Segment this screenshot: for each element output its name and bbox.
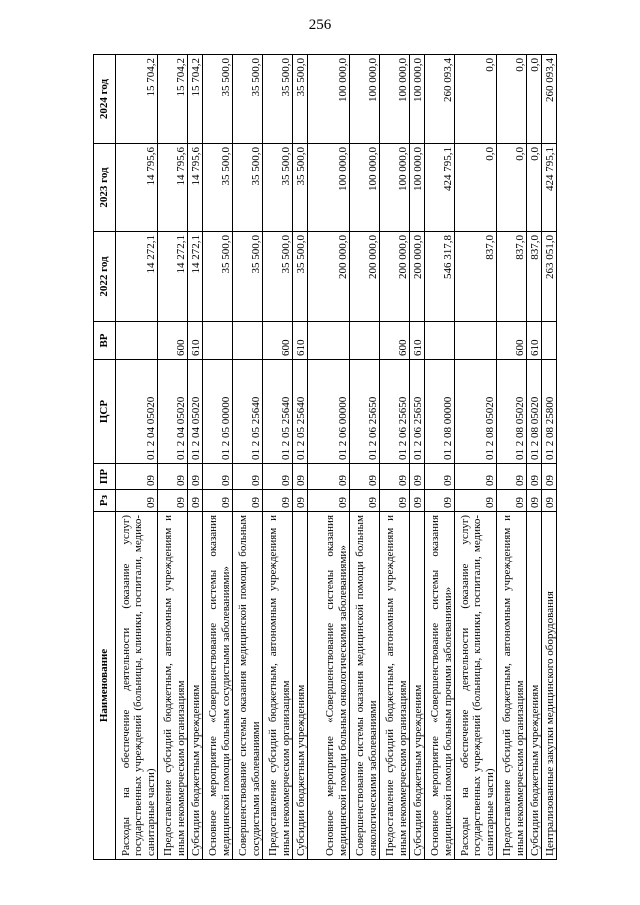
table-row bbox=[455, 55, 497, 860]
row-rz: 09 bbox=[308, 490, 350, 512]
row-rz: 09 bbox=[542, 490, 557, 512]
header-2024: 2024 год bbox=[94, 55, 116, 144]
row-csr: 01 2 05 25640 bbox=[233, 360, 263, 464]
row-name: Расходы на обеспечение деятельности (оказание услуг) государственных учреждений (больницы, клиники, госпитали, медико-санитарные части) bbox=[455, 512, 497, 860]
row-2022: 837,0 bbox=[497, 232, 527, 322]
row-2022: 546 317,8 bbox=[425, 232, 455, 322]
row-vr bbox=[203, 322, 233, 360]
row-name: Предоставление субсидий бюджетным, автономным учреждениям и иным некоммерческим организациям bbox=[158, 512, 188, 860]
row-2023: 100 000,0 bbox=[410, 144, 425, 232]
row-name: Предоставление субсидий бюджетным, автономным учреждениям и иным некоммерческим организациям bbox=[497, 512, 527, 860]
row-2022: 837,0 bbox=[455, 232, 497, 322]
table-row bbox=[203, 55, 233, 860]
row-2023: 35 500,0 bbox=[293, 144, 308, 232]
row-2024: 100 000,0 bbox=[410, 55, 425, 144]
row-name: Основное мероприятие «Совершенствование системы оказания медицинской помощи больным прочими заболеваниями» bbox=[425, 512, 455, 860]
row-name: Предоставление субсидий бюджетным, автономным учреждениям и иным некоммерческим организациям bbox=[263, 512, 293, 860]
row-name: Расходы на обеспечение деятельности (оказание услуг) государственных учреждений (больницы, клиники, госпитали, медико-санитарные части) bbox=[116, 512, 158, 860]
row-vr bbox=[233, 322, 263, 360]
header-2022: 2022 год bbox=[94, 232, 116, 322]
row-rz: 09 bbox=[350, 490, 380, 512]
row-csr: 01 2 04 05020 bbox=[188, 360, 203, 464]
row-pr: 09 bbox=[497, 464, 527, 490]
row-csr: 01 2 06 25650 bbox=[350, 360, 380, 464]
row-2022: 14 272,1 bbox=[188, 232, 203, 322]
row-csr: 01 2 08 05020 bbox=[527, 360, 542, 464]
row-name: Основное мероприятие «Совершенствование системы оказания медицинской помощи больным онкологическими заболеваниями» bbox=[308, 512, 350, 860]
row-2023: 35 500,0 bbox=[263, 144, 293, 232]
row-csr: 01 2 06 00000 bbox=[308, 360, 350, 464]
row-rz: 09 bbox=[158, 490, 188, 512]
page-number: 256 bbox=[308, 17, 332, 33]
row-vr bbox=[425, 322, 455, 360]
row-2024: 35 500,0 bbox=[293, 55, 308, 144]
row-pr: 09 bbox=[116, 464, 158, 490]
row-vr bbox=[350, 322, 380, 360]
row-vr: 610 bbox=[410, 322, 425, 360]
row-2022: 35 500,0 bbox=[263, 232, 293, 322]
row-pr: 09 bbox=[350, 464, 380, 490]
row-vr: 600 bbox=[158, 322, 188, 360]
row-2023: 100 000,0 bbox=[308, 144, 350, 232]
row-2022: 837,0 bbox=[527, 232, 542, 322]
row-name: Субсидии бюджетным учреждениям bbox=[527, 512, 542, 860]
row-2024: 35 500,0 bbox=[233, 55, 263, 144]
header-pr: ПР bbox=[94, 464, 116, 490]
rotated-table-frame bbox=[93, 55, 556, 860]
table-row bbox=[542, 55, 557, 860]
row-2023: 35 500,0 bbox=[233, 144, 263, 232]
budget-table bbox=[93, 54, 557, 860]
row-vr bbox=[455, 322, 497, 360]
row-2022: 200 000,0 bbox=[410, 232, 425, 322]
row-2023: 0,0 bbox=[497, 144, 527, 232]
row-2023: 35 500,0 bbox=[203, 144, 233, 232]
row-2023: 424 795,1 bbox=[542, 144, 557, 232]
row-vr bbox=[116, 322, 158, 360]
row-2024: 15 704,2 bbox=[116, 55, 158, 144]
row-rz: 09 bbox=[263, 490, 293, 512]
row-pr: 09 bbox=[542, 464, 557, 490]
row-pr: 09 bbox=[158, 464, 188, 490]
row-2024: 15 704,2 bbox=[158, 55, 188, 144]
table-row bbox=[425, 55, 455, 860]
row-csr: 01 2 04 05020 bbox=[116, 360, 158, 464]
header-rz: Рз bbox=[94, 490, 116, 512]
row-pr: 09 bbox=[293, 464, 308, 490]
row-2023: 14 795,6 bbox=[158, 144, 188, 232]
row-name: Предоставление субсидий бюджетным, автономным учреждениям и иным некоммерческим организациям bbox=[380, 512, 410, 860]
table-row bbox=[233, 55, 263, 860]
row-rz: 09 bbox=[425, 490, 455, 512]
table-row bbox=[116, 55, 158, 860]
row-vr bbox=[542, 322, 557, 360]
row-2024: 100 000,0 bbox=[350, 55, 380, 144]
row-csr: 01 2 06 25650 bbox=[380, 360, 410, 464]
row-csr: 01 2 08 05020 bbox=[497, 360, 527, 464]
row-2024: 0,0 bbox=[455, 55, 497, 144]
row-rz: 09 bbox=[203, 490, 233, 512]
row-2023: 100 000,0 bbox=[380, 144, 410, 232]
table-row bbox=[350, 55, 380, 860]
row-2023: 100 000,0 bbox=[350, 144, 380, 232]
row-csr: 01 2 08 25800 bbox=[542, 360, 557, 464]
row-2023: 14 795,6 bbox=[188, 144, 203, 232]
row-2022: 200 000,0 bbox=[308, 232, 350, 322]
header-2023: 2023 год bbox=[94, 144, 116, 232]
row-2022: 35 500,0 bbox=[233, 232, 263, 322]
row-vr: 600 bbox=[380, 322, 410, 360]
row-2024: 100 000,0 bbox=[380, 55, 410, 144]
header-csr: ЦСР bbox=[94, 360, 116, 464]
table-row bbox=[188, 55, 203, 860]
header-name: Наименование bbox=[94, 512, 116, 860]
table-row bbox=[263, 55, 293, 860]
row-rz: 09 bbox=[293, 490, 308, 512]
table-row bbox=[380, 55, 410, 860]
row-rz: 09 bbox=[380, 490, 410, 512]
row-rz: 09 bbox=[188, 490, 203, 512]
table-row bbox=[158, 55, 188, 860]
row-pr: 09 bbox=[308, 464, 350, 490]
row-2022: 200 000,0 bbox=[350, 232, 380, 322]
row-rz: 09 bbox=[455, 490, 497, 512]
row-csr: 01 2 04 05020 bbox=[158, 360, 188, 464]
row-rz: 09 bbox=[410, 490, 425, 512]
row-vr: 600 bbox=[497, 322, 527, 360]
row-2023: 0,0 bbox=[527, 144, 542, 232]
row-2022: 35 500,0 bbox=[293, 232, 308, 322]
table-row bbox=[410, 55, 425, 860]
row-name: Субсидии бюджетным учреждениям bbox=[293, 512, 308, 860]
row-2023: 0,0 bbox=[455, 144, 497, 232]
row-2024: 100 000,0 bbox=[308, 55, 350, 144]
row-rz: 09 bbox=[497, 490, 527, 512]
row-vr: 600 bbox=[263, 322, 293, 360]
row-pr: 09 bbox=[455, 464, 497, 490]
row-pr: 09 bbox=[410, 464, 425, 490]
row-2024: 15 704,2 bbox=[188, 55, 203, 144]
table-row bbox=[527, 55, 542, 860]
row-pr: 09 bbox=[233, 464, 263, 490]
table-header-row bbox=[94, 55, 116, 860]
row-csr: 01 2 08 00000 bbox=[425, 360, 455, 464]
row-csr: 01 2 05 25640 bbox=[263, 360, 293, 464]
row-2024: 35 500,0 bbox=[203, 55, 233, 144]
row-2022: 14 272,1 bbox=[158, 232, 188, 322]
row-2024: 0,0 bbox=[497, 55, 527, 144]
row-vr: 610 bbox=[188, 322, 203, 360]
row-pr: 09 bbox=[425, 464, 455, 490]
row-vr: 610 bbox=[293, 322, 308, 360]
row-name: Совершенствование системы оказания медицинской помощи больным сосудистыми заболеваниями bbox=[233, 512, 263, 860]
row-vr: 610 bbox=[527, 322, 542, 360]
row-vr bbox=[308, 322, 350, 360]
row-2024: 260 093,4 bbox=[542, 55, 557, 144]
row-name: Субсидии бюджетным учреждениям bbox=[188, 512, 203, 860]
row-name: Субсидии бюджетным учреждениям bbox=[410, 512, 425, 860]
row-csr: 01 2 05 00000 bbox=[203, 360, 233, 464]
table-row bbox=[308, 55, 350, 860]
row-rz: 09 bbox=[233, 490, 263, 512]
header-vr: ВР bbox=[94, 322, 116, 360]
row-name: Совершенствование системы оказания медицинской помощи больным онкологическими заболеваниями bbox=[350, 512, 380, 860]
row-pr: 09 bbox=[380, 464, 410, 490]
row-2022: 200 000,0 bbox=[380, 232, 410, 322]
row-rz: 09 bbox=[116, 490, 158, 512]
row-pr: 09 bbox=[188, 464, 203, 490]
row-rz: 09 bbox=[527, 490, 542, 512]
row-csr: 01 2 05 25640 bbox=[293, 360, 308, 464]
row-2022: 14 272,1 bbox=[116, 232, 158, 322]
row-2024: 260 093,4 bbox=[425, 55, 455, 144]
row-pr: 09 bbox=[263, 464, 293, 490]
row-2022: 263 051,0 bbox=[542, 232, 557, 322]
table-row bbox=[293, 55, 308, 860]
row-2022: 35 500,0 bbox=[203, 232, 233, 322]
row-2024: 0,0 bbox=[527, 55, 542, 144]
row-2024: 35 500,0 bbox=[263, 55, 293, 144]
row-csr: 01 2 06 25650 bbox=[410, 360, 425, 464]
row-2023: 424 795,1 bbox=[425, 144, 455, 232]
row-name: Основное мероприятие «Совершенствование системы оказания медицинской помощи больным сосудистыми заболеваниями» bbox=[203, 512, 233, 860]
row-2023: 14 795,6 bbox=[116, 144, 158, 232]
rotated-table-container bbox=[93, 55, 556, 860]
row-name: Централизованные закупки медицинского оборудования bbox=[542, 512, 557, 860]
table-row bbox=[497, 55, 527, 860]
row-pr: 09 bbox=[527, 464, 542, 490]
row-csr: 01 2 08 05020 bbox=[455, 360, 497, 464]
row-pr: 09 bbox=[203, 464, 233, 490]
